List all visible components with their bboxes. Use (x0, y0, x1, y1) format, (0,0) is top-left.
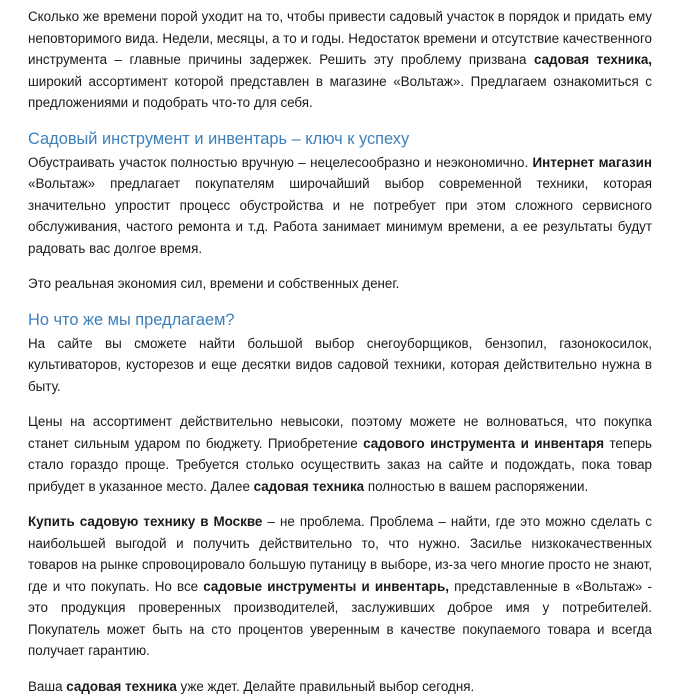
section2-paragraph-4 (28, 676, 652, 697)
section2-p2-bold-garden-tech: садовая техника (254, 479, 365, 494)
section2-p2-bold-tools: садового инструмента и инвентаря (363, 436, 604, 451)
section1-p1-bold-online-shop: Интернет магазин (533, 155, 652, 170)
section2-p3-text-1: – не проблема. Проблема – найти, где это можно сделать с наибольшей выгодой и получить действительно то, что нужно. Засилье низкокачественных товаров на рынке спровоцировало большую путаницу в выборе, из-за чего многие просто не знают, где и что покупать. Но все (28, 514, 652, 594)
section2-p4-text-2: уже ждет. Делайте правильный выбор сегодня. (177, 679, 474, 694)
section1-paragraph-1 (28, 152, 652, 260)
intro-text-2: широкий ассортимент которой представлен в магазине «Вольтаж». Предлагаем ознакомиться с предложениями и подобрать что-то для себя. (28, 74, 652, 111)
section1-p1-text-2: «Вольтаж» предлагает покупателям широчайший выбор современной техники, которая значительно упростит процесс обустройства и не потребует при этом сложного сервисного обслуживания, частого ремонта и т.д. Работа занимает минимум времени, а ее результаты будут радовать вас долгое время. (28, 176, 652, 256)
section2-heading: Но что же мы предлагаем? (28, 309, 652, 331)
section2-paragraph-2 (28, 411, 652, 497)
intro-text-1: Сколько же времени порой уходит на то, чтобы привести садовый участок в порядок и придать ему неповторимого вида. Недели, месяцы, а то и годы. Недостаток времени и отсутствие качественного инструмента – главные причины задержек. Решить эту проблему призвана (28, 9, 652, 67)
section1-heading: Садовый инструмент и инвентарь – ключ к успеху (28, 128, 652, 150)
section2-p3-bold-tools: садовые инструменты и инвентарь, (203, 579, 449, 594)
intro-paragraph (28, 6, 652, 114)
section2-p4-bold-garden-tech: садовая техника (66, 679, 177, 694)
intro-bold-garden-tech: садовая техника, (534, 52, 652, 67)
section2-p4-text-1: Ваша (28, 679, 66, 694)
section1-paragraph-2: Это реальная экономия сил, времени и собственных денег. (28, 273, 652, 295)
section2-paragraph-3 (28, 511, 652, 662)
section2-p3-bold-buy-moscow: Купить садовую технику в Москве (28, 514, 262, 529)
section2-paragraph-1: На сайте вы сможете найти большой выбор снегоуборщиков, бензопил, газонокосилок, культиваторов, кусторезов и еще десятки видов садовой техники, которая действительно нужна в быту. (28, 333, 652, 398)
section2-p3-text-2: представленные в «Вольтаж» - это продукция проверенных производителей, заслуживших доброе имя у потребителей. Покупатель может быть на сто процентов уверенным в качестве покупаемого товара и всегда получает гарантию. (28, 579, 652, 659)
section1-p1-text-1: Обустраивать участок полностью вручную – нецелесообразно и неэкономично. (28, 155, 533, 170)
section2-p2-text-1: Цены на ассортимент действительно невысоки, поэтому можете не волноваться, что покупка станет сильным ударом по бюджету. Приобретение (28, 414, 652, 451)
section2-p2-text-2: теперь стало гораздо проще. Требуется столько осуществить заказ на сайте и подождать, пока товар прибудет в указанное место. Далее (28, 436, 652, 494)
section2-p2-text-3: полностью в вашем распоряжении. (364, 479, 588, 494)
